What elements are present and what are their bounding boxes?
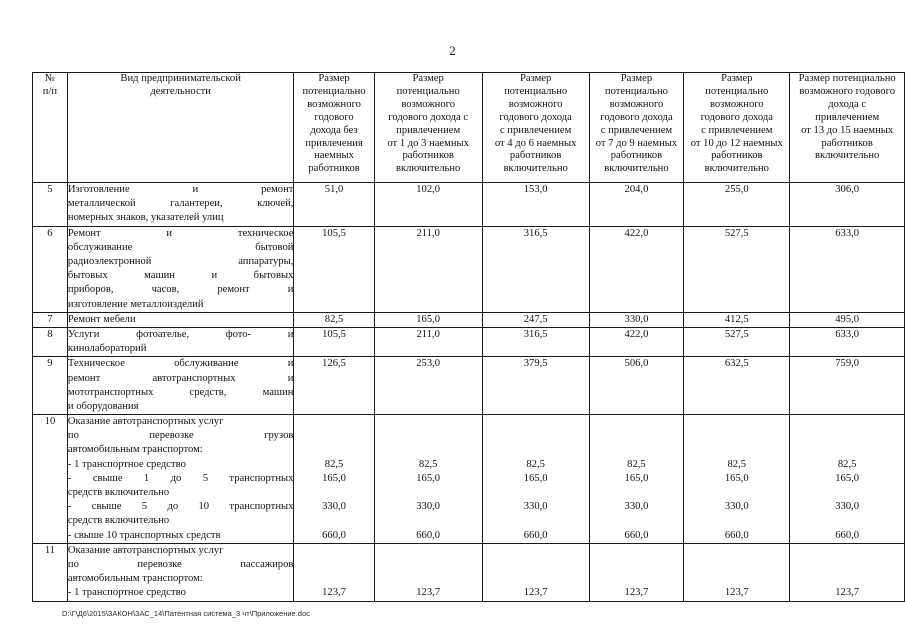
header-income-10-12: Размер потенциально возможного годового дохода с привлечением от 10 до 12 наемных работников включительно	[684, 73, 790, 183]
row-number-text: 10	[44, 416, 56, 428]
header-income-1-3: Размер потенциально возможного годового дохода с привлечением от 1 до 3 наемных работников включительно	[374, 73, 482, 183]
file-path: D:\Г\Д6\2015\ЗАКОН\ЗАС_14\Патентная система_3 чт\Приложение.doc	[62, 609, 310, 618]
income-value	[590, 558, 684, 572]
description-line: Услуги фотоателье, фото- и	[67, 328, 294, 340]
income-value: 253,0	[416, 358, 441, 370]
income-value-cell	[790, 327, 905, 356]
income-value: 527,5	[724, 328, 749, 340]
description-line: изготовление металлоизделий	[67, 298, 204, 310]
income-value	[375, 558, 482, 572]
income-value: 82,5	[324, 458, 344, 470]
income-value: 633,0	[835, 227, 860, 239]
income-value-cell	[482, 543, 589, 601]
income-value-cell	[482, 327, 589, 356]
income-value: 82,5	[627, 458, 646, 470]
income-value-cell	[684, 327, 790, 356]
income-value	[483, 429, 589, 443]
activity-description	[67, 357, 294, 415]
income-value-cell	[294, 183, 374, 227]
table-row	[33, 543, 905, 601]
income-value	[684, 514, 789, 528]
income-value-cell	[294, 357, 374, 415]
description-line: Ремонт и техническое	[67, 227, 294, 239]
description-line: ремонт автотранспортных и	[67, 372, 294, 384]
description-line: Ремонт мебели	[67, 313, 136, 325]
income-value	[294, 443, 373, 457]
row-number	[33, 327, 68, 356]
income-value: 330,0	[724, 501, 749, 513]
income-value	[294, 514, 373, 528]
income-value: 330,0	[523, 501, 548, 513]
income-value-cell	[589, 415, 684, 544]
income-value-cell	[684, 312, 790, 327]
activity-description	[67, 543, 294, 601]
income-value	[483, 572, 589, 586]
income-value	[483, 415, 589, 429]
income-value	[590, 544, 684, 558]
page-number: 2	[449, 43, 456, 58]
description-line: средств включительно	[67, 487, 170, 499]
row-number-text: 7	[47, 313, 53, 325]
row-number-text: 8	[47, 328, 53, 340]
income-value-cell	[482, 312, 589, 327]
income-value	[483, 544, 589, 558]
income-value: 660,0	[523, 529, 548, 541]
income-value-cell	[294, 543, 374, 601]
income-value	[590, 572, 684, 586]
income-value-cell	[294, 312, 374, 327]
row-number-text: 9	[47, 358, 53, 370]
row-number	[33, 183, 68, 227]
income-value	[790, 558, 904, 572]
description-line: кинолабораторий	[67, 343, 147, 355]
income-value	[684, 572, 789, 586]
income-value: 255,0	[724, 184, 749, 195]
income-value-cell	[684, 543, 790, 601]
income-value-cell	[589, 327, 684, 356]
description-line: - 1 транспортное средство	[67, 458, 186, 470]
income-value-cell	[790, 312, 905, 327]
income-value: 506,0	[624, 358, 649, 370]
header-income-7-9: Размер потенциально возможного годового дохода с привлечением от 7 до 9 наемных работников включительно	[589, 73, 684, 183]
income-value	[590, 415, 684, 429]
table-row	[33, 183, 905, 227]
income-value	[375, 572, 482, 586]
income-value: 527,5	[724, 227, 749, 239]
description-line: Техническое обслуживание и	[67, 358, 294, 370]
table-header-row	[33, 73, 905, 183]
income-value	[790, 486, 904, 500]
income-value: 330,0	[835, 501, 860, 513]
income-value	[375, 544, 482, 558]
description-line: радиоэлектронной аппаратуры,	[67, 255, 294, 267]
header-income-no-employees: Размер потенциально возможного годового дохода без привлечения наемных работников	[294, 73, 374, 183]
header-index: № п/п	[33, 73, 68, 183]
table-row	[33, 312, 905, 327]
description-line: металлической галантереи, ключей,	[67, 198, 294, 210]
income-value: 165,0	[724, 472, 749, 484]
activity-description	[67, 183, 294, 227]
description-line: приборов, часов, ремонт и	[67, 284, 294, 296]
header-income-13-15: Размер потенциально возможного годового дохода с привлечением от 13 до 15 наемных работников включительно	[790, 73, 905, 183]
description-line: - свыше 1 до 5 транспортных	[67, 472, 294, 484]
activity-description	[67, 226, 294, 312]
income-value: 660,0	[624, 529, 649, 541]
income-value-cell	[684, 357, 790, 415]
income-value: 123,7	[835, 587, 860, 599]
description-line: - свыше 5 до 10 транспортных	[67, 501, 294, 513]
income-value: 306,0	[835, 184, 860, 195]
row-number-text: 6	[47, 227, 53, 239]
income-value	[790, 443, 904, 457]
income-value: 660,0	[322, 529, 346, 541]
income-value: 123,7	[624, 587, 649, 599]
income-value-cell	[790, 415, 905, 544]
description-line: - 1 транспортное средство	[67, 587, 186, 599]
income-value	[294, 572, 373, 586]
income-value-cell	[482, 357, 589, 415]
income-value	[294, 544, 373, 558]
income-value	[294, 415, 373, 429]
income-value: 165,0	[835, 472, 860, 484]
income-value-cell	[374, 327, 482, 356]
row-number	[33, 226, 68, 312]
activity-description	[67, 312, 294, 327]
income-value: 105,5	[322, 227, 346, 239]
activity-description	[67, 327, 294, 356]
income-value: 165,0	[523, 472, 548, 484]
income-value: 82,5	[727, 458, 747, 470]
income-value: 412,5	[724, 313, 749, 325]
header-income-4-6: Размер потенциально возможного годового дохода с привлечением от 4 до 6 наемных работников включительно	[482, 73, 589, 183]
income-value	[790, 572, 904, 586]
row-number	[33, 415, 68, 544]
description-line: бытовых машин и бытовых	[67, 270, 294, 282]
income-value: 422,0	[624, 227, 649, 239]
income-value: 632,5	[724, 358, 749, 370]
income-value: 316,5	[523, 328, 548, 340]
income-value	[684, 415, 789, 429]
income-value: 247,5	[523, 313, 548, 325]
row-number	[33, 543, 68, 601]
description-line: по перевозке пассажиров	[67, 559, 294, 571]
income-value-cell	[790, 226, 905, 312]
table-row	[33, 327, 905, 356]
income-value-cell	[482, 415, 589, 544]
income-value-cell	[790, 543, 905, 601]
income-value-cell	[482, 183, 589, 227]
income-value	[375, 514, 482, 528]
income-value	[483, 443, 589, 457]
table-row	[33, 226, 905, 312]
income-value-cell	[294, 415, 374, 544]
table-row	[33, 415, 905, 544]
income-value: 330,0	[322, 501, 346, 513]
income-value: 123,7	[523, 587, 548, 599]
income-value-cell	[374, 543, 482, 601]
description-line: обслуживание бытовой	[67, 241, 294, 253]
income-value: 660,0	[416, 529, 441, 541]
income-value-cell	[589, 357, 684, 415]
income-value-cell	[589, 543, 684, 601]
income-value-cell	[294, 327, 374, 356]
income-value-cell	[589, 183, 684, 227]
income-value: 633,0	[835, 328, 860, 340]
row-number	[33, 312, 68, 327]
income-value	[375, 443, 482, 457]
description-line: по перевозке грузов	[67, 430, 294, 442]
income-value-cell	[589, 312, 684, 327]
income-value-cell	[684, 183, 790, 227]
income-value: 759,0	[835, 358, 860, 370]
description-line: средств включительно	[67, 515, 170, 527]
income-value: 165,0	[416, 313, 441, 325]
income-value: 660,0	[724, 529, 749, 541]
income-value: 51,0	[324, 184, 344, 195]
income-value: 211,0	[416, 328, 440, 340]
description-line: Оказание автотранспортных услуг	[67, 416, 224, 428]
income-value-cell	[790, 183, 905, 227]
income-value: 153,0	[523, 184, 548, 195]
income-value-cell	[294, 226, 374, 312]
income-value: 330,0	[624, 313, 649, 325]
description-line: номерных знаков, указателей улиц	[67, 212, 224, 224]
income-value-cell	[374, 415, 482, 544]
income-value	[790, 514, 904, 528]
income-value: 495,0	[835, 313, 860, 325]
income-value	[375, 486, 482, 500]
income-value-cell	[374, 357, 482, 415]
income-value: 165,0	[322, 472, 346, 484]
income-value: 102,0	[416, 184, 441, 195]
income-value	[684, 544, 789, 558]
income-value: 330,0	[416, 501, 441, 513]
income-value-cell	[790, 357, 905, 415]
income-value: 82,5	[324, 313, 344, 325]
income-value	[483, 486, 589, 500]
income-value-cell	[589, 226, 684, 312]
income-value	[375, 415, 482, 429]
income-value: 126,5	[322, 358, 346, 370]
income-value: 82,5	[418, 458, 438, 470]
description-line: автомобильным транспортом:	[67, 573, 203, 585]
header-activity: Вид предпринимательской деятельности	[67, 73, 294, 183]
income-value	[684, 443, 789, 457]
income-value-cell	[482, 226, 589, 312]
income-value	[684, 486, 789, 500]
income-value	[590, 429, 684, 443]
table-body	[33, 183, 905, 602]
description-line: Изготовление и ремонт	[67, 184, 294, 195]
income-value: 82,5	[837, 458, 857, 470]
income-table	[32, 72, 905, 602]
income-value	[294, 558, 373, 572]
income-value-cell	[374, 183, 482, 227]
income-value: 330,0	[624, 501, 649, 513]
income-value-cell	[374, 312, 482, 327]
description-line: Оказание автотранспортных услуг	[67, 544, 224, 556]
income-value: 316,5	[523, 227, 548, 239]
income-value	[294, 486, 373, 500]
description-line: и оборудования	[67, 400, 139, 412]
income-value: 165,0	[624, 472, 649, 484]
income-value-cell	[684, 415, 790, 544]
description-line: - свыше 10 транспортных средств	[67, 529, 221, 541]
income-value: 82,5	[526, 458, 545, 470]
row-number-text: 5	[47, 184, 53, 195]
description-line: мототранспортных средств, машин	[67, 386, 294, 398]
income-value: 165,0	[416, 472, 441, 484]
income-value	[375, 429, 482, 443]
income-value-cell	[684, 226, 790, 312]
income-value	[590, 514, 684, 528]
income-value	[790, 544, 904, 558]
income-value: 422,0	[624, 328, 649, 340]
income-value: 105,5	[322, 328, 346, 340]
income-value-cell	[374, 226, 482, 312]
income-value	[590, 486, 684, 500]
income-value	[483, 514, 589, 528]
income-value	[684, 558, 789, 572]
income-value	[294, 429, 373, 443]
income-value: 123,7	[416, 587, 441, 599]
income-value: 379,5	[523, 358, 548, 370]
table-row	[33, 357, 905, 415]
income-value	[483, 558, 589, 572]
row-number-text: 11	[44, 544, 56, 556]
income-value: 211,0	[416, 227, 440, 239]
income-value: 123,7	[724, 587, 749, 599]
row-number	[33, 357, 68, 415]
income-value	[684, 429, 789, 443]
description-line: автомобильным транспортом:	[67, 444, 203, 456]
income-value	[790, 429, 904, 443]
income-value: 204,0	[624, 184, 649, 195]
income-value: 660,0	[835, 529, 860, 541]
income-value	[790, 415, 904, 429]
activity-description	[67, 415, 294, 544]
income-value: 123,7	[322, 587, 346, 599]
income-value	[590, 443, 684, 457]
